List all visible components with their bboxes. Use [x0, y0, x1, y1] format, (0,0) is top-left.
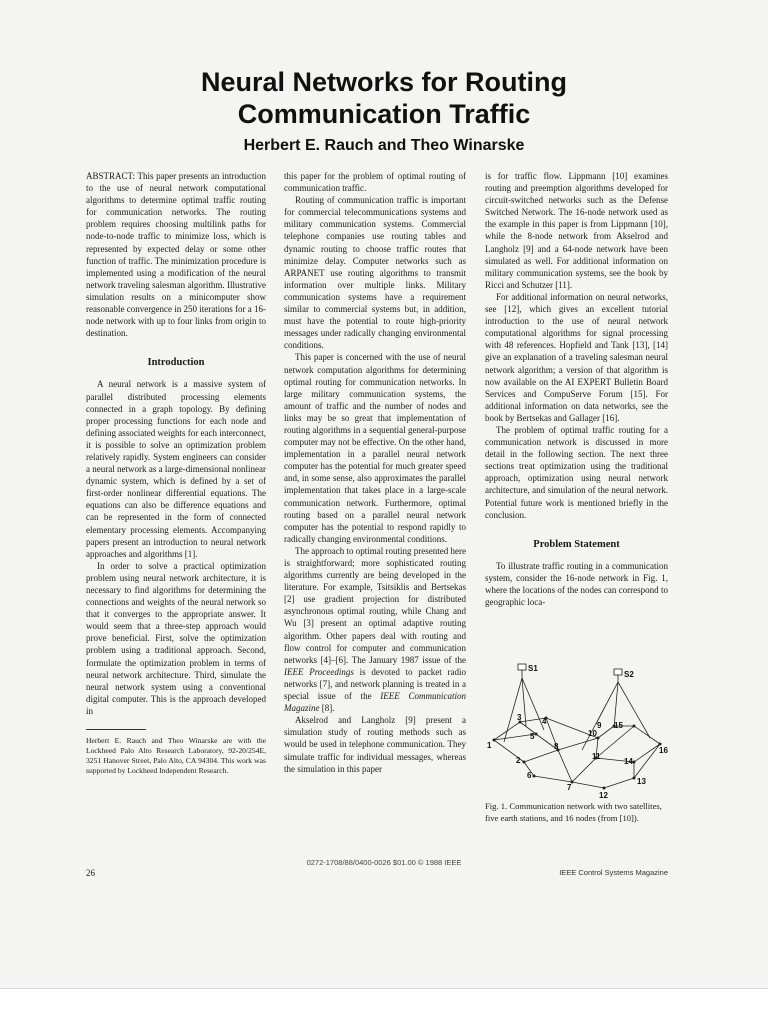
- node-label: 6: [527, 771, 532, 780]
- node-label: 1: [487, 741, 492, 750]
- column-3: [485, 170, 668, 608]
- node-label: 7: [567, 783, 572, 792]
- network-links: [494, 678, 660, 788]
- node-label: 14: [624, 757, 633, 766]
- col3-paragraph-1: is for traffic flow. Lippmann [10] examines routing and preemption algorithms developed for circuit-switched networks such as the Defense Switched Network. The 16-node network used as the example in this paper is from Lippmann [10], while the 8-node network from Akselrod and Langholz [9] and a 64-node network have been simulated as well. For additional information on military communication systems, see the book by Ricci and Schutzer [11].: [485, 171, 668, 290]
- title-line-1: Neural Networks for Routing: [200, 67, 568, 97]
- column-2: [284, 170, 466, 775]
- col2-paragraph-3: This paper is concerned with the use of neural network computation algorithms for determining optimal routing for communication networks. In large military communication systems, the amount of traffic and the number of nodes and links may be so great that implementation of routing algorithms in a sequential general-purpose computer may not be effective. On the other hand, implementation in a parallel neural network computer has the potential for much greater speed and, in some sense, also approximates the parallel implementation that takes place in a large-scale communication network. Furthermore, optimal routing based on a parallel neural network computer has the potential to respond rapidly to radically changing environmental conditions.: [284, 352, 466, 544]
- node-label: 2: [516, 756, 521, 765]
- authors: Herbert E. Rauch and Theo Winarske: [243, 137, 525, 154]
- text-run: [8].: [319, 703, 335, 714]
- figure-caption: Fig. 1. Communication network with two satellites, five earth stations, and 16 nodes (from [10]).: [485, 801, 662, 823]
- col2-paragraph-2: Routing of communication traffic is important for commercial telecommunications systems and military communication systems. Commercial telephone companies use routing tables and dynamic routing to choose traffic routes that minimize delay. Computer networks such as ARPANET use routing algorithms to transmit information over multiple links. Military communication systems have a requirement similar to commercial systems but, in addition, must have the potential to route high-priority messages under radically changing environmental conditions.: [284, 195, 466, 351]
- introduction-heading: Introduction: [147, 357, 205, 369]
- node-label: 4: [542, 717, 547, 726]
- col3-paragraph-2: For additional information on neural networks, see [12], which gives an excellent tutorial introduction to the use of neural network computational algorithms for signal processing with 48 references. Hopfield and Tank [13], [14] give an explanation of a traveling salesman neural network algorithm; a version of that algorithm is now available on the AI EXPERT Bulletin Board Services and CompuServe Forum [15]. For additional information on data networks, see the book by Bertsekas and Gallager [16].: [485, 291, 668, 423]
- abstract: ABSTRACT: This paper presents an introduction to the use of neural network computational algorithms to determine optimal traffic routing for communication networks. The routing problem requires choosing multilink paths for node-to-node traffic to minimize loss, which is represented by expected delay or some other function of traffic. The minimization procedure is implemented using a modification of the neural network traveling salesman algorithm. Illustrative simulation results on a minicomputer show reasonable convergence in 250 iterations for a 16-node network with up to four links from origin to destination.: [86, 171, 267, 339]
- satellite-label: S1: [528, 664, 538, 673]
- col2-paragraph-4: [284, 545, 466, 714]
- node-label: 15: [614, 721, 623, 730]
- copyright-line: 0272-1708/88/0400-0026 $01.00 © 1988 IEEE: [306, 858, 462, 867]
- footnote-rule: [86, 729, 146, 730]
- node-label: 13: [637, 777, 646, 786]
- col3-paragraph-3: The problem of optimal traffic routing for a communication network is discussed in more detail in the following section. The next three sections treat optimization using the traditional approach, optimization using neural network architecture, and simulation of the neural network. Potential future work is mentioned briefly in the conclusion.: [485, 424, 668, 520]
- page-bottom-margin: [0, 988, 768, 1025]
- journal-ref-italic: IEEE Proceedings: [284, 666, 354, 677]
- col2-paragraph-1: this paper for the problem of optimal routing of communication traffic.: [284, 171, 466, 194]
- node-label: 11: [592, 752, 601, 761]
- journal-name: IEEE Control Systems Magazine: [559, 868, 668, 877]
- intro-paragraph-1: A neural network is a massive system of parallel distributed processing elements connected in a graph topology. By defining proper processing functions for each node and defining associated weights for each interconnect, it is possible to solve an optimization problem relatively rapidly. System engineers can consider a neural network as a large-dimensional nonlinear dynamic system, which is defined by a set of first-order nonlinear differential equations. The equations can also be difference equations and can be represented in the form of connected elementary processing elements. Accompanying papers present an introduction to neural network approaches and algorithms [1].: [86, 379, 266, 559]
- col2-paragraph-5: Akselrod and Langholz [9] present a simulation study of routing methods such as would be used in telephone communication. They simulate traffic for individual messages, whereas the simulation in this paper: [284, 715, 466, 774]
- node-label: 3: [517, 713, 522, 722]
- author-footnote: Herbert E. Rauch and Theo Winarske are with the Lockheed Palo Alto Research Laboratory, 92-20/254E, 3251 Hanover Street, Palo Alto, CA 94304. This work was supported by Lockheed Independent Research.: [86, 736, 266, 776]
- node-label: 8: [554, 742, 559, 751]
- node-label: 5: [530, 732, 535, 741]
- column-1: [86, 170, 266, 776]
- node-label: 12: [599, 791, 608, 798]
- problem-paragraph-1: To illustrate traffic routing in a communication system, consider the 16-node network in Fig. 1, where the locations of the nodes can correspond to geographic loca-: [485, 560, 668, 608]
- journal-ref-italic: IEEE Communication Magazine: [284, 691, 466, 714]
- node-label: 9: [597, 721, 602, 730]
- network-figure: [484, 660, 672, 798]
- page-number: 26: [86, 868, 95, 878]
- satellite-label: S2: [624, 670, 634, 679]
- intro-paragraph-2: In order to solve a practical optimization problem using neural network architecture, it is necessary to find algorithms for determining the connections and weights of the neural network so that it converges to the appropriate answer. It would seem that a three-step approach would prove beneficial. First, solve the optimization problem using a traditional approach. Second, formulate the optimization problem in terms of neural network architecture. Third, simulate the neural network system using a conventional digital computer. This is the approach developed in: [86, 560, 266, 716]
- node-label: 10: [588, 729, 597, 738]
- node-label: 16: [659, 746, 668, 755]
- title-line-2: Communication Traffic: [237, 99, 531, 129]
- text-run: is devoted to packet radio networks [7], and network planning is treated in a special issue of the: [284, 666, 466, 702]
- problem-statement-heading: Problem Statement: [533, 538, 620, 550]
- text-run: The approach to optimal routing presented here is straightforward; more sophisticated routing algorithms currently are being developed in the literature. For example, Tsitsiklis and Bertsekas [2] use gradient projection for distributed asynchronous optimal routing, while Chang and Wu [3] present an optimal adaptive routing algorithm. Other papers deal with routing and flow control for computer and communication networks [4]–[6]. The January 1987 issue of the: [284, 545, 466, 665]
